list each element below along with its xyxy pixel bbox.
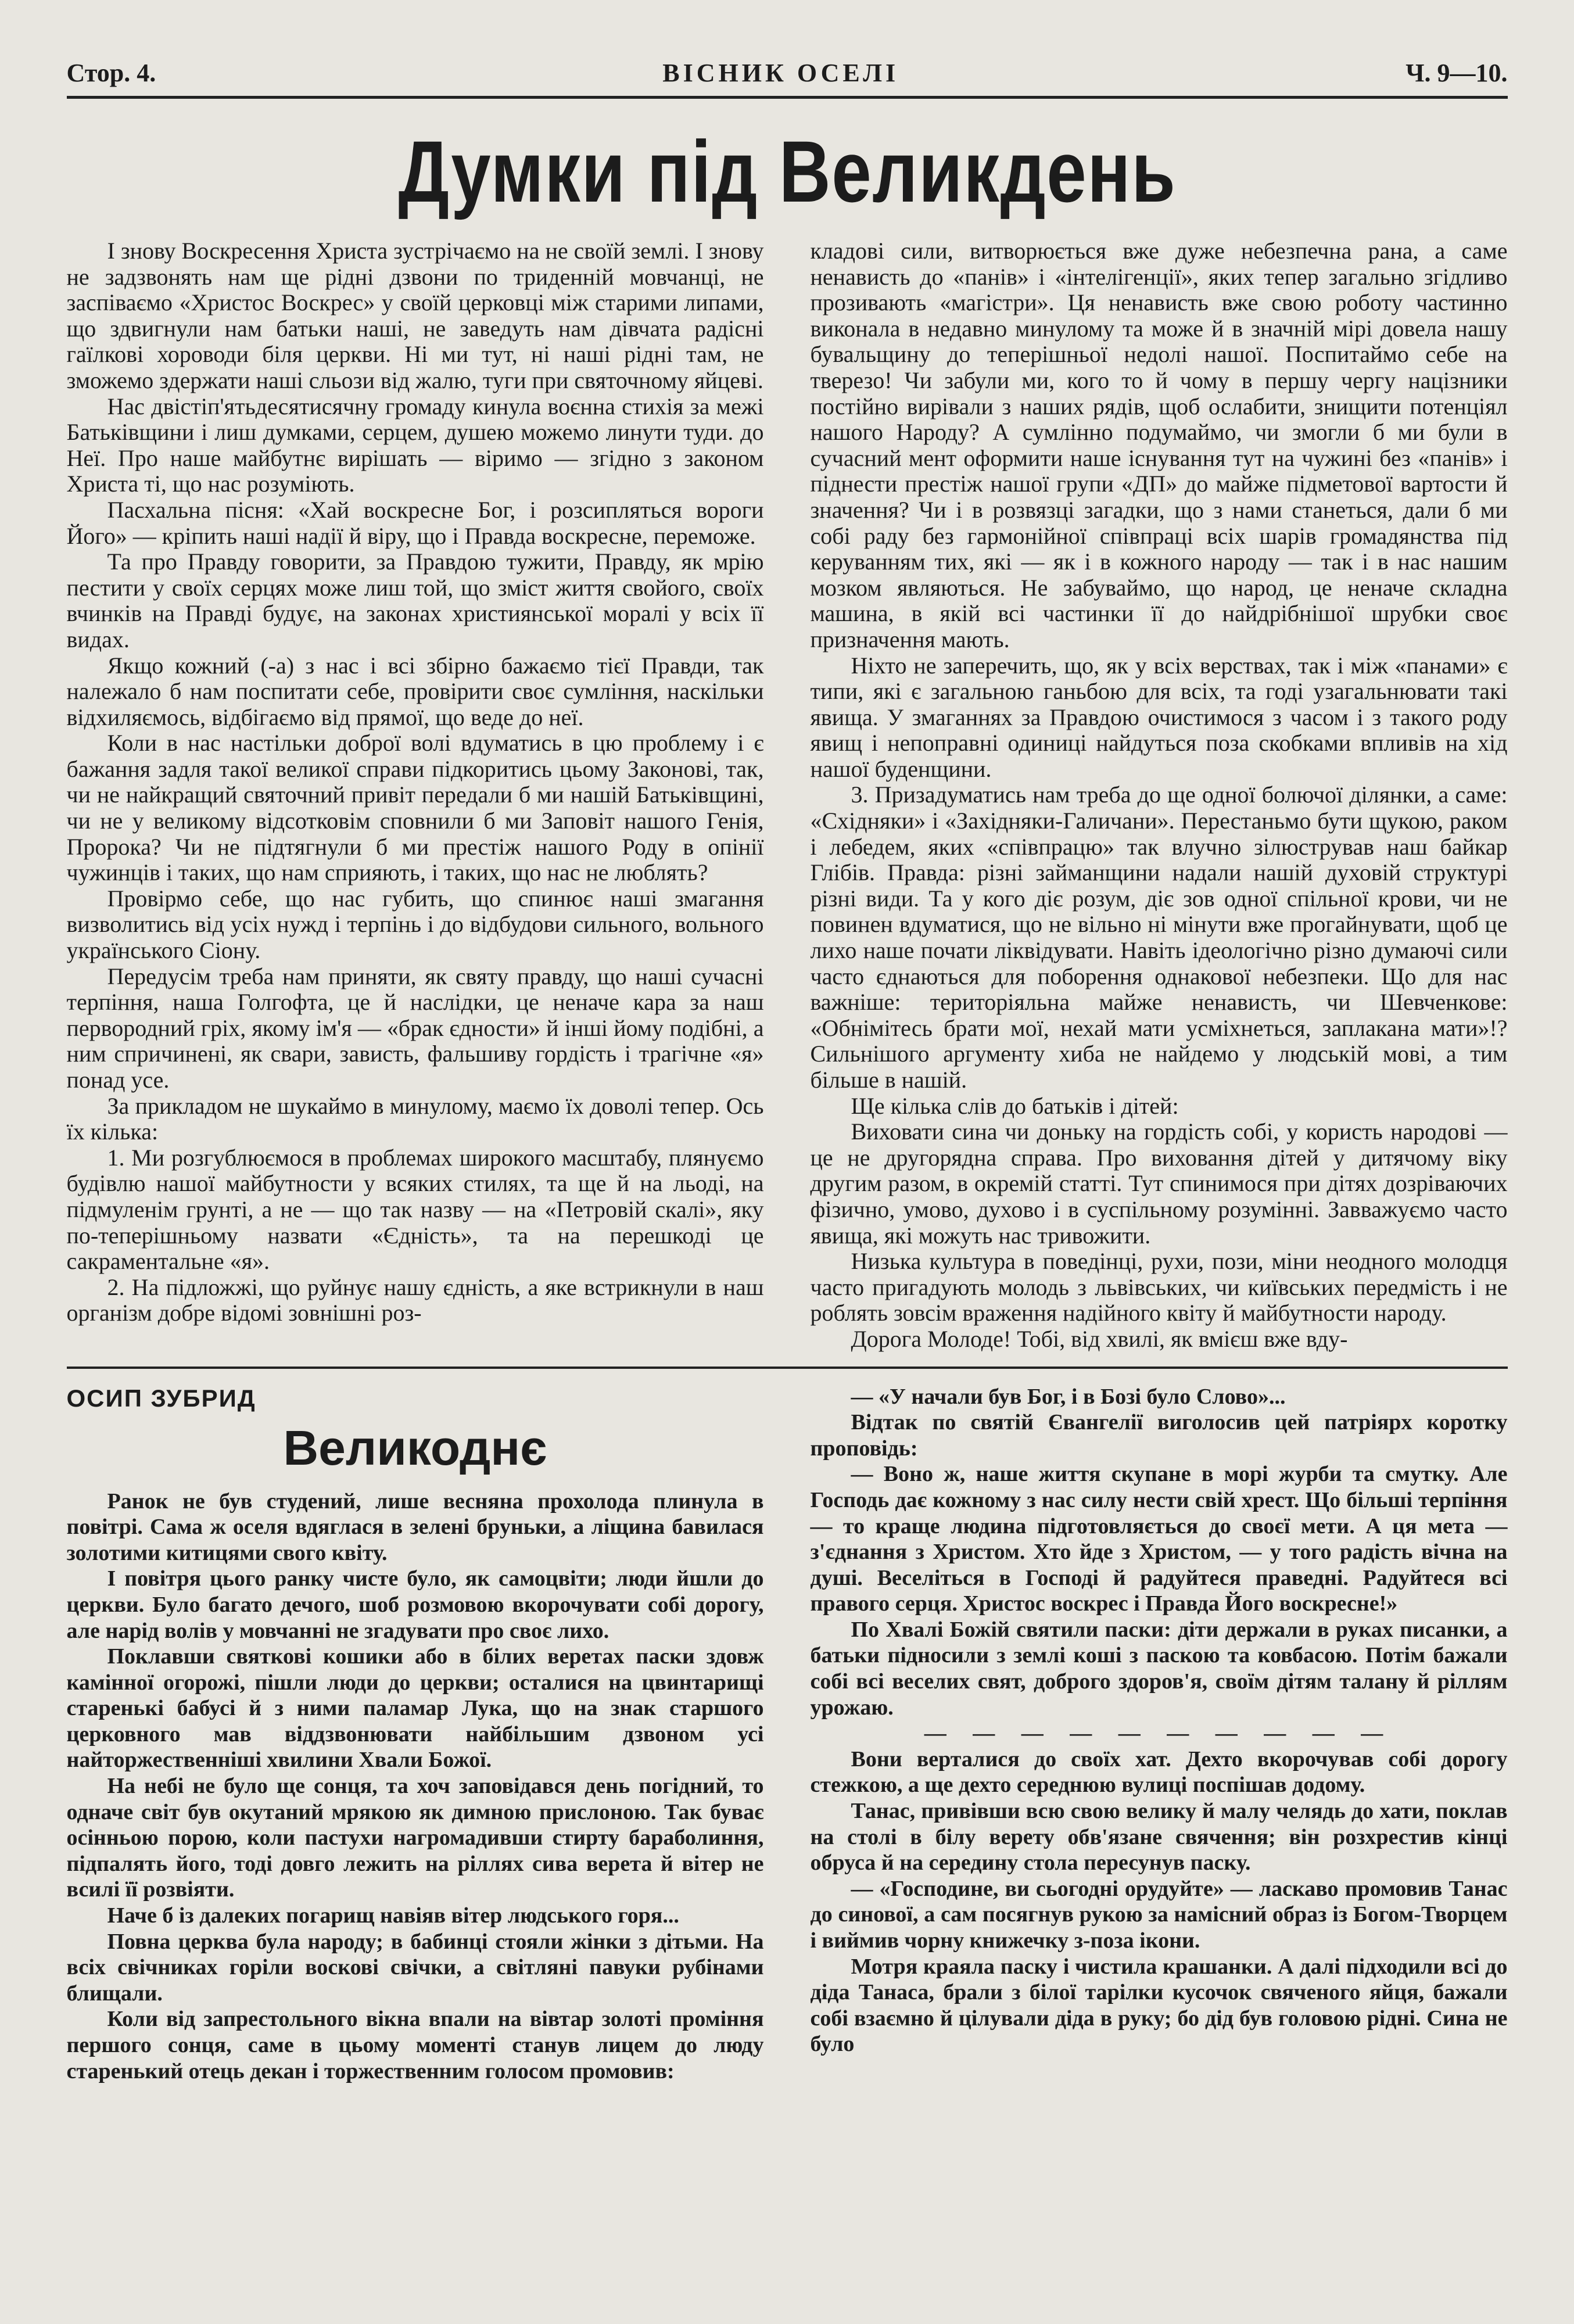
page-number: Стор. 4. [66,59,156,87]
paragraph: Повна церква була народу; в бабинці стояли жінки з дітьми. На всіх свічниках горіли воскові свічки, а світляні павуки рубінами блищали. [66,1929,764,2006]
issue-number: Ч. 9—10. [1406,59,1508,87]
paragraph: 3. Призадуматись нам треба до ще одної болючої ділянки, а саме: «Східняки» і «Західняки-Галичани». Перестаньмо бути щукою, раком і лебедем, яких «співпрацю» так влучно зілюстрував наш байкар Глібів. Правда: різні займанщини надали нашій духовій структурі різні види. Та у кого діє розум, діє зов одної спільної крови, чи не повинен вдуматися, що не вільно ні мінути вже прогайнувати, щоб це лихо наше почати ліквідувати. Навіть ідеологічно різно думаючі сили часто єднаються для поборення однакової небезпеки. Що для нас важніше: територіяльна майже ненависть, чи Шевченкове: «Обнімітесь брати мої, нехай мати усміхнеться, заплакана мати»!? Сильнішого аргументу хиба не найдемо у людській мові, а тим більше в нашій. [810,781,1508,1093]
paragraph: Відтак по святій Євангелії виголосив цей патріярх коротку проповідь: [810,1410,1508,1461]
paragraph: Провірмо себе, що нас губить, що спинює наші змагання визволитись від усіх нужд і терпінь і до відбудови сильного, вольного українського Сіону. [66,885,764,964]
paragraph: Дорога Молоде! Тобі, від хвилі, як вмієш вже вду- [851,1325,1348,1352]
paragraph: Якщо кожний (-а) з нас і всі збірно бажаємо тієї Правди, так належало б нам поспитати себе, провірити своє сумління, наскільки відхиляємось, відбігаємо від прямої, що веде до неї. [66,652,764,730]
paragraph: — Воно ж, наше життя скупане в морі журби та смутку. Але Господь дає кожному з нас силу нести свій хрест. Що більші терпіння — то краще людина підготовляється до своєї мети. А ця мета — з'єднання з Христом. Хто йде з Христом, — у того радість вічна на душі. Веселіться в Господі й радуйтеся праведні. Радуйтеся всі правого серця. Христос воскрес і Правда Його воскресне!» [810,1462,1508,1616]
story-title: Великоднє [283,1420,547,1475]
author-name: ОСИП ЗУБРИД [66,1384,256,1412]
paragraph: По Хвалі Божій святили паски: діти держали в руках писанки, а батьки підносили з землі коші з паскою та ковбасою. Потім бажали собі всі веселих свят, доброго здоров'я, своїм дітям талану й ріллям урожаю. [810,1617,1508,1720]
article2-right-column [811,1384,1508,2057]
article1-right-column [811,238,1508,1353]
paragraph: На небі не було ще сонця, та хоч заповідався день погідний, то одначе світ був окутаний мрякою як димною прислоною. Так буває осінньою порою, коли пастухи нагромадивши стирту бараболиння, підпалять його, тоді довго лежить на ріллях сива верета й вітер не всилі її розвіяти. [66,1774,764,1902]
article-title: Думки під Великдень [397,123,1177,220]
article2-left-column [67,1384,764,2085]
newspaper-page [67,0,1508,2131]
paragraph: — «У начали був Бог, і в Бозі було Слово»... [851,1384,1286,1409]
paragraph: За прикладом не шукаймо в минулому, маємо їх доволі тепер. Ось їх кілька: [66,1092,764,1145]
newspaper-name: ВІСНИК ОСЕЛІ [662,59,899,87]
page-header [67,58,1508,99]
paragraph: кладові сили, витворюється вже дуже небезпечна рана, а саме ненависть до «панів» і «інтелігенції», яких тепер загально згідливо прозивають «магістри». Ця ненависть вже свою роботу частинно виконала в недавно минулому та може й в значній мірі довела нашу бувальщину до теперішньої недолі нашої. Поспитаймо себе на тверезо! Чи забули ми, кого то й чому в першу чергу націзники постійно вирівали з наших рядів, щоб ослабити, знищити потенціял нашого Народу? А сумлінно подумаймо, чи змогли б ми були в сучасний мент оформити наше існування тут на чужині без «панів» і піднести престіж нашої групи «ДП» до майже підметової вартости й значення? Чи і в розвязці загадки, що з нами станеться, дали б ми собі раду без гармонійної співпраці всіх шарів громадянства під керуванням тих, які — як і в кожного народу — так і в нас нашим мозком являються. Не забуваймо, що народ, це неначе складна машина, в якій всі частинки її до найдрібнішої шрубки своє призначення мають. [810,238,1508,652]
paragraph: 2. На підложжі, що руйнує нашу єдність, а яке встрикнули в наш організм добре відомі зовнішні роз- [66,1274,764,1326]
paragraph: Нас двістіп'ятьдесятисячну громаду кинула воєнна стихія за межі Батьківщини і лиш думками, серцем, душею можемо линути туди. до Неї. Про наше майбутнє вирішать — віримо — згідно з законом Христа ті, що нас розуміють. [66,393,764,497]
article2-columns [67,1384,1508,2085]
paragraph: Виховати сина чи доньку на гордість собі, у користь народові — це не другорядна справа. Про виховання дітей у дитячому віку другим разом, в окремій статті. Тут спинимося при дітях дозріваючих фізично, умово, духово і в суспільному розумінні. Завважуємо часто явища, які можуть нас тривожити. [810,1118,1508,1249]
paragraph: І повітря цього ранку чисте було, як самоцвіти; люди йшли до церкви. Було багато дечого, шоб розмовою вкорочувати собі дорогу, але нарід волів у мовчанні не згадувати про своє лихо. [66,1566,764,1643]
paragraph: Коли в нас настільки доброї волі вдуматись в цю проблему і є бажання задля такої великої справи підкоритись цьому Законові, так, чи не найкращий святочний привіт передали б ми нашій Батьківщині, чи не у великому відсотковім сповнили б ми Заповіт нашого Генія, Пророка? Чи не підтягнули б ми престіж нашого Роду в опінії чужинців і таких, що нам сприяють, і таких, що нас не люблять? [66,730,764,886]
paragraph: Низька культура в поведінці, рухи, пози, міни неодного молодця часто пригадують молодь з львівських, чи київських передмість і не роблять зовсім враження надійного квіту й майбутности народу. [810,1248,1508,1326]
paragraph: Коли від запрестольного вікна впали на вівтар золоті проміння першого сонця, саме в цьому моменті станув лицем до люду старенький отець декан і торжественним голосом промовив: [66,2007,764,2083]
paragraph: І знову Воскресення Христа зустрічаємо на не своїй землі. І знову не задзвонять нам ще рідні дзвони по триденній мовчанці, не заспіваємо «Христос Воскрес» у своїй церковці між старими липами, що здвигнули нам батьки наші, не заведуть нам дівчата радісні гаїлкові хороводи біля церкви. Ні ми тут, ні наші рідні там, не зможемо здержати наші сльози від жалю, туги при святочному яйцеві. [66,238,764,393]
paragraph: — «Господине, ви сьогодні орудуйте» — ласкаво промовив Танас до синової, а сам посягнув рукою за намісний образ із Богом-Творцем і виймив чорну книжечку з-поза ікони. [810,1876,1508,1953]
paragraph: Ранок не був студений, лише весняна прохолода плинула в повітрі. Сама ж оселя вдяглася в зелені бруньки, а ліщина бавилася золотими китицями свого квіту. [66,1489,764,1565]
section-break: — — — — — — — — — — [924,1721,1394,1746]
article1-columns [67,238,1508,1353]
paragraph: Пасхальна пісня: «Хай воскресне Бог, і розсипляться вороги Його» — кріпить наші надії й віру, що і Правда воскресне, переможе. [66,496,764,549]
paragraph: Мотря краяла паску і чистила крашанки. А далі підходили всі до діда Танаса, брали з білої тарілки кусочок свяченого яйця, бажали собі взаємно й цілували діда в руку; бо дід був головою рідні. Сина не було [810,1954,1508,2057]
section-divider [67,1367,1508,1369]
paragraph: Вони верталися до своїх хат. Дехто вкорочував собі дорогу стежкою, а ще дехто середнюю вулиці поспішав додому. [810,1746,1508,1798]
paragraph: Танас, привівши всю свою велику й малу челядь до хати, поклав на столі в білу верету обв'язане свячення; він розхрестив кінці обруса й на середину стола пересунув паску. [810,1799,1508,1875]
paragraph: Та про Правду говорити, за Правдою тужити, Правду, як мрію пестити у своїх серцях може лиш той, що зміст життя свойого, своїх вчинків на Правді будує, на законах християнської моралі у всіх її видах. [66,548,764,652]
paragraph: Ще кілька слів до батьків і дітей: [851,1092,1179,1119]
paragraph: 1. Ми розгублюємося в проблемах широкого масштабу, плянуємо будівлю нашої майбутности у всяких стилях, та ще й на льоді, на підмуленім грунті, а не — що так назву — на «Петровій скалі», яку по-теперішньому назвати «Єдність», та на перешкоді це сакраментальне «я». [66,1144,764,1275]
paragraph: Поклавши святкові кошики або в білих веретах паски здовж камінної огорожі, пішли люди до церкви; осталися на цвинтарищі старенькі бабусі й з ними паламар Лука, що на знак старшого церковного мав віддзвонювати найбільшим дзвоном усі найторжественніші хвилини Хвали Божої. [66,1644,764,1773]
paragraph: Передусім треба нам приняти, як святу правду, що наші сучасні терпіння, наша Голгофта, це й наслідки, це неначе кара за наш первородний гріх, якому ім'я — «брак єдности» й інші йому подібні, а ним спричинені, як свари, зависть, фальшиву гордість і трагічне «я» понад усе. [66,963,764,1093]
article1-left-column [67,238,764,1326]
paragraph: Ніхто не заперечить, що, як у всіх верствах, так і між «панами» є типи, які є загальною ганьбою для всіх, та годі узагальнювати такі явища. У змаганнях за Правдою очистимося з часом і з такого роду явищ і непоправні одиниці найдуться поза скобками впливів на хід нашої буденщини. [810,652,1508,782]
paragraph: Наче б із далеких погарищ навіяв вітер людського горя... [107,1903,679,1928]
